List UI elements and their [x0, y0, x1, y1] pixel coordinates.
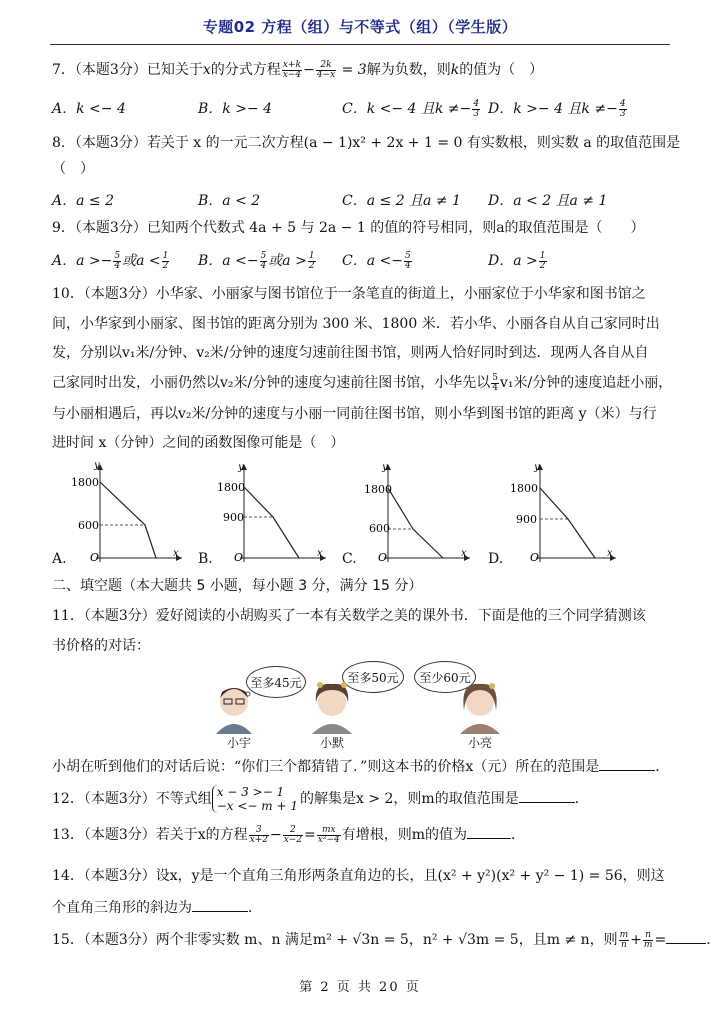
graph-c	[358, 460, 473, 565]
q13-eq: =	[304, 827, 316, 843]
q9-d-d: 2	[539, 260, 546, 271]
q9-d-n: 1	[539, 250, 546, 261]
q12-system	[212, 785, 298, 813]
name-xiaoliang: 小亮	[467, 736, 492, 750]
graph-b-ytick-mid: 900	[223, 511, 244, 524]
q9-a-d2: 2	[162, 260, 169, 271]
header-divider	[50, 44, 670, 45]
q7-fraction-2	[316, 61, 336, 80]
flower-1	[317, 682, 323, 688]
q10-line-1: 10．（本题3分）小华家、小丽家与图书馆位于一条笔直的街道上，小丽家位于小华家和图书馆之	[52, 286, 646, 302]
q13-n1: 3	[249, 826, 269, 836]
q8-option-b[interactable]: B．a < 2	[198, 193, 261, 209]
q9-b-text: B．a <−	[198, 253, 259, 269]
q7-fraction-1	[282, 61, 302, 80]
flower-2	[341, 682, 347, 688]
q13-text-a: 13．（本题3分）若关于x的方程	[52, 827, 248, 843]
name-xiaomo: 小默	[319, 736, 344, 750]
q7-minus: −	[303, 62, 315, 78]
q9-c-n: 5	[404, 250, 411, 261]
q13-answer-blank[interactable]	[467, 824, 511, 839]
q15-end: ．	[706, 932, 720, 948]
q11-line-3	[52, 756, 670, 777]
graph-b-label[interactable]: B.	[198, 551, 213, 567]
q13-frac-3	[317, 826, 341, 845]
bubble-xiaoyu: 至多45元	[246, 666, 306, 698]
graph-a-ytick-top: 1800	[71, 476, 99, 489]
graph-b-curve	[244, 487, 299, 558]
q15-d2: m	[643, 939, 653, 950]
graph-a-curve	[100, 482, 156, 558]
graph-b-y-label: y	[238, 462, 244, 473]
shirt-xiaomo	[312, 724, 352, 734]
name-xiaoyu: 小宇	[226, 736, 251, 750]
q10-l4-num: 5	[492, 372, 498, 383]
q10-line-4-b: v₁米/分钟的速度追赶小丽，	[499, 375, 673, 391]
graph-d-y-label: y	[534, 462, 540, 473]
q12-row-2: −x <− m + 1	[216, 799, 298, 813]
q13-d3: x²−4	[317, 834, 340, 845]
q12-answer-blank[interactable]	[519, 788, 575, 803]
q9-a-frac-2	[162, 252, 170, 271]
q7-text-c: 解为负数，则	[366, 62, 451, 78]
q9-c-d: 4	[404, 260, 411, 271]
q8-option-c[interactable]: C．a ≤ 2 且a ≠ 1	[342, 193, 461, 209]
flower-3	[489, 683, 495, 689]
graph-b-ytick-top: 1800	[217, 481, 245, 494]
q9-d-text: D．a >	[488, 253, 538, 269]
q9-a-text: A．a >−	[52, 253, 113, 269]
q7-f2-num: 2k	[316, 61, 336, 71]
q9-option-a[interactable]	[52, 251, 170, 271]
graph-b	[214, 460, 329, 565]
graph-d-curve	[540, 488, 595, 558]
q7-var-x: x	[202, 62, 211, 78]
q9-a-text-b: 或a <	[122, 253, 161, 269]
q7-option-d-text: D．k >− 4 且k ≠−	[488, 101, 618, 117]
q7-f1-num: x+k	[282, 59, 301, 70]
graph-d-ytick-top: 1800	[510, 482, 538, 495]
graph-d-label[interactable]: D.	[488, 551, 504, 567]
q15-d1: n	[621, 939, 627, 950]
shirt-xiaoyu	[216, 724, 252, 734]
question-15	[52, 929, 720, 950]
graph-a-origin: O	[90, 551, 100, 564]
graph-c-label[interactable]: C.	[342, 551, 357, 567]
q7-option-c-den: 3	[473, 108, 480, 119]
q11-line-2: 书价格的对话：	[52, 638, 150, 654]
question-7-stem	[52, 60, 670, 80]
avatar-xiaomo	[302, 676, 362, 734]
graph-b-origin: O	[234, 551, 244, 564]
q15-n2: n	[643, 931, 654, 941]
q13-end: ．	[511, 827, 526, 843]
q9-option-c[interactable]	[342, 251, 413, 271]
q9-b-n1: 5	[260, 250, 267, 261]
q7-text-d: 的值为（ ）	[459, 62, 544, 78]
q7-option-c-fraction	[472, 100, 480, 119]
graph-c-x-label: x	[461, 548, 467, 559]
section-2-title: 二、填空题（本大题共 5 小题，每小题 3 分，满分 15 分）	[52, 578, 423, 594]
q12-text-a: 12．（本题3分）不等式组	[52, 791, 212, 807]
avatar-xiaoliang	[452, 676, 512, 734]
q12-row-1: x − 3 >− 1	[216, 785, 285, 799]
q15-plus: +	[630, 932, 642, 948]
q7-text-b: 的分式方程	[210, 62, 281, 78]
q11-line-3-text: 小胡在听到他们的对话后说：“你们三个都猜错了．”则这本书的价格x（元）所在的范围是	[52, 759, 600, 775]
bubble-xiaoliang: 至少60元	[414, 661, 476, 693]
q9-b-d2: 2	[308, 260, 315, 271]
graph-a-label[interactable]: A.	[52, 551, 67, 567]
graph-a	[70, 460, 185, 565]
graph-c-origin: O	[378, 551, 388, 564]
graph-a-y-label: y	[94, 460, 100, 471]
q13-frac-1	[249, 826, 269, 845]
q13-text-b: 有增根，则m的值为	[341, 827, 468, 843]
q7-option-a[interactable]: A．k <− 4	[52, 101, 126, 117]
q9-option-b[interactable]	[198, 251, 317, 271]
q7-option-d-fraction	[619, 100, 627, 119]
q15-frac-1	[619, 931, 630, 950]
q7-option-d[interactable]	[488, 99, 628, 119]
question-8-paren: （ ）	[52, 161, 94, 177]
q7-option-c-num: 4	[473, 98, 480, 109]
graph-c-ytick-top: 1800	[364, 483, 392, 496]
q7-eq: = 3	[341, 62, 367, 78]
q13-d2: x−2	[283, 834, 303, 845]
avatar-xiaoyu	[212, 676, 272, 734]
graph-c-curve	[388, 488, 443, 558]
q14-end: ．	[248, 900, 262, 916]
graph-a-x-label: x	[173, 548, 179, 559]
q13-n3: mx	[317, 826, 341, 836]
q9-c-text: C．a <−	[342, 253, 403, 269]
q15-answer-blank[interactable]	[666, 929, 706, 944]
q9-b-d1: 4	[260, 260, 267, 271]
q10-l4-den: 4	[492, 382, 498, 393]
question-12	[52, 785, 670, 813]
q10-line-5: 与小丽相遇后，再以v₂米/分钟的速度与小丽一同前往图书馆，则小华到图书馆的距离 y（米）与行	[52, 406, 657, 422]
q12-text-b: 的解集是x > 2，则m的取值范围是	[300, 791, 519, 807]
q9-d-frac	[539, 252, 547, 271]
graph-b-x-label: x	[317, 548, 323, 559]
graph-d	[500, 460, 620, 565]
q12-end: ．	[574, 791, 589, 807]
graph-c-ytick-mid: 600	[369, 522, 390, 535]
q15-frac-2	[643, 931, 654, 950]
q9-b-frac-2	[308, 252, 316, 271]
graph-d-origin: O	[530, 551, 540, 564]
q7-var-k: k	[450, 62, 460, 78]
graph-d-x-label: x	[607, 548, 613, 559]
graph-c-y-label: y	[382, 462, 388, 473]
q9-a-n2: 1	[162, 250, 169, 261]
q10-line-4-a: 己家同时出发，小丽仍然以v₂米/分钟的速度匀速前往图书馆，小华先以	[52, 375, 491, 391]
q9-a-frac-1	[113, 252, 121, 271]
q15-n1: m	[619, 929, 629, 940]
q13-d1: x+2	[249, 834, 268, 845]
shirt-xiaoliang	[460, 724, 500, 734]
q9-b-frac-1	[260, 252, 268, 271]
q9-b-n2: 1	[308, 250, 315, 261]
q14-line-1: 14．（本题3分）设x，y是一个直角三角形两条直角边的长，且(x² + y²)(x² + y² − 1) = 56，则这	[52, 868, 665, 884]
q9-b-text-b: 或a >	[268, 253, 307, 269]
q8-option-a[interactable]: A．a ≤ 2	[52, 193, 114, 209]
q10-line-2: 间，小华家到小丽家、图书馆的距离分别为 300 米、1800 米．若小华、小丽各自从自己家同时出	[52, 316, 660, 332]
q11-answer-blank[interactable]	[599, 756, 655, 771]
bubble-xiaomo: 至多50元	[342, 661, 404, 693]
q9-a-d1: 4	[114, 260, 121, 271]
q14-line-2-text: 个直角三角形的斜边为	[52, 900, 192, 916]
q7-option-c-text: C．k <− 4 且k ≠−	[342, 101, 472, 117]
q7-option-d-den: 3	[619, 108, 626, 119]
q9-c-frac	[404, 252, 412, 271]
q10-line-4-frac	[491, 374, 499, 393]
page-footer: 第 2 页 共 20 页	[299, 980, 421, 995]
graph-a-ytick-mid: 600	[78, 519, 99, 532]
q10-line-6: 进时间 x（分钟）之间的函数图像可能是（ ）	[52, 435, 345, 451]
q7-text-a: 7．（本题3分）已知关于	[52, 62, 203, 78]
q10-line-3: 发，分别以v₁米/分钟、v₂米/分钟的速度匀速前往图书馆，则两人恰好同时到达．现两人各自从自	[52, 345, 649, 361]
q9-option-d[interactable]	[488, 251, 548, 271]
q7-f2-den: 4−x	[316, 69, 336, 80]
page-header-title: 专题02 方程（组）与不等式（组）（学生版）	[202, 18, 518, 36]
q11-end: ．	[655, 759, 670, 775]
q15-text-a: 15．（本题3分）两个非零实数 m、n 满足m² + √3n = 5，n² + √3m = 5，且m ≠ n，则	[52, 932, 618, 948]
q9-a-n1: 5	[114, 250, 121, 261]
q13-minus: −	[269, 827, 282, 843]
q10-line-4	[52, 372, 673, 393]
graph-d-ytick-mid: 900	[516, 513, 537, 526]
q8-option-d[interactable]: D．a < 2 且a ≠ 1	[488, 193, 608, 209]
question-13	[52, 824, 670, 845]
q13-n2: 2	[283, 826, 303, 836]
q14-answer-blank[interactable]	[192, 897, 248, 912]
q11-line-1: 11．（本题3分）爱好阅读的小胡购买了一本有关数学之美的课外书．下面是他的三个同学猜测该	[52, 608, 646, 624]
question-9-stem: 9．（本题3分）已知两个代数式 4a + 5 与 2a − 1 的值的符号相同，则a的取值范围是（ ）	[52, 220, 645, 236]
q15-eq: =	[654, 932, 667, 948]
q7-option-c[interactable]	[342, 99, 481, 119]
q7-f1-den: x−4	[282, 69, 302, 80]
q7-option-b[interactable]: B．k >− 4	[198, 101, 273, 117]
q7-option-d-num: 4	[619, 98, 626, 109]
q14-line-2	[52, 897, 670, 918]
question-8-stem: 8．（本题3分）若关于 x 的一元二次方程(a − 1)x² + 2x + 1 = 0 有实数根，则实数 a 的取值范围是	[52, 135, 681, 151]
q13-frac-2	[283, 826, 303, 845]
